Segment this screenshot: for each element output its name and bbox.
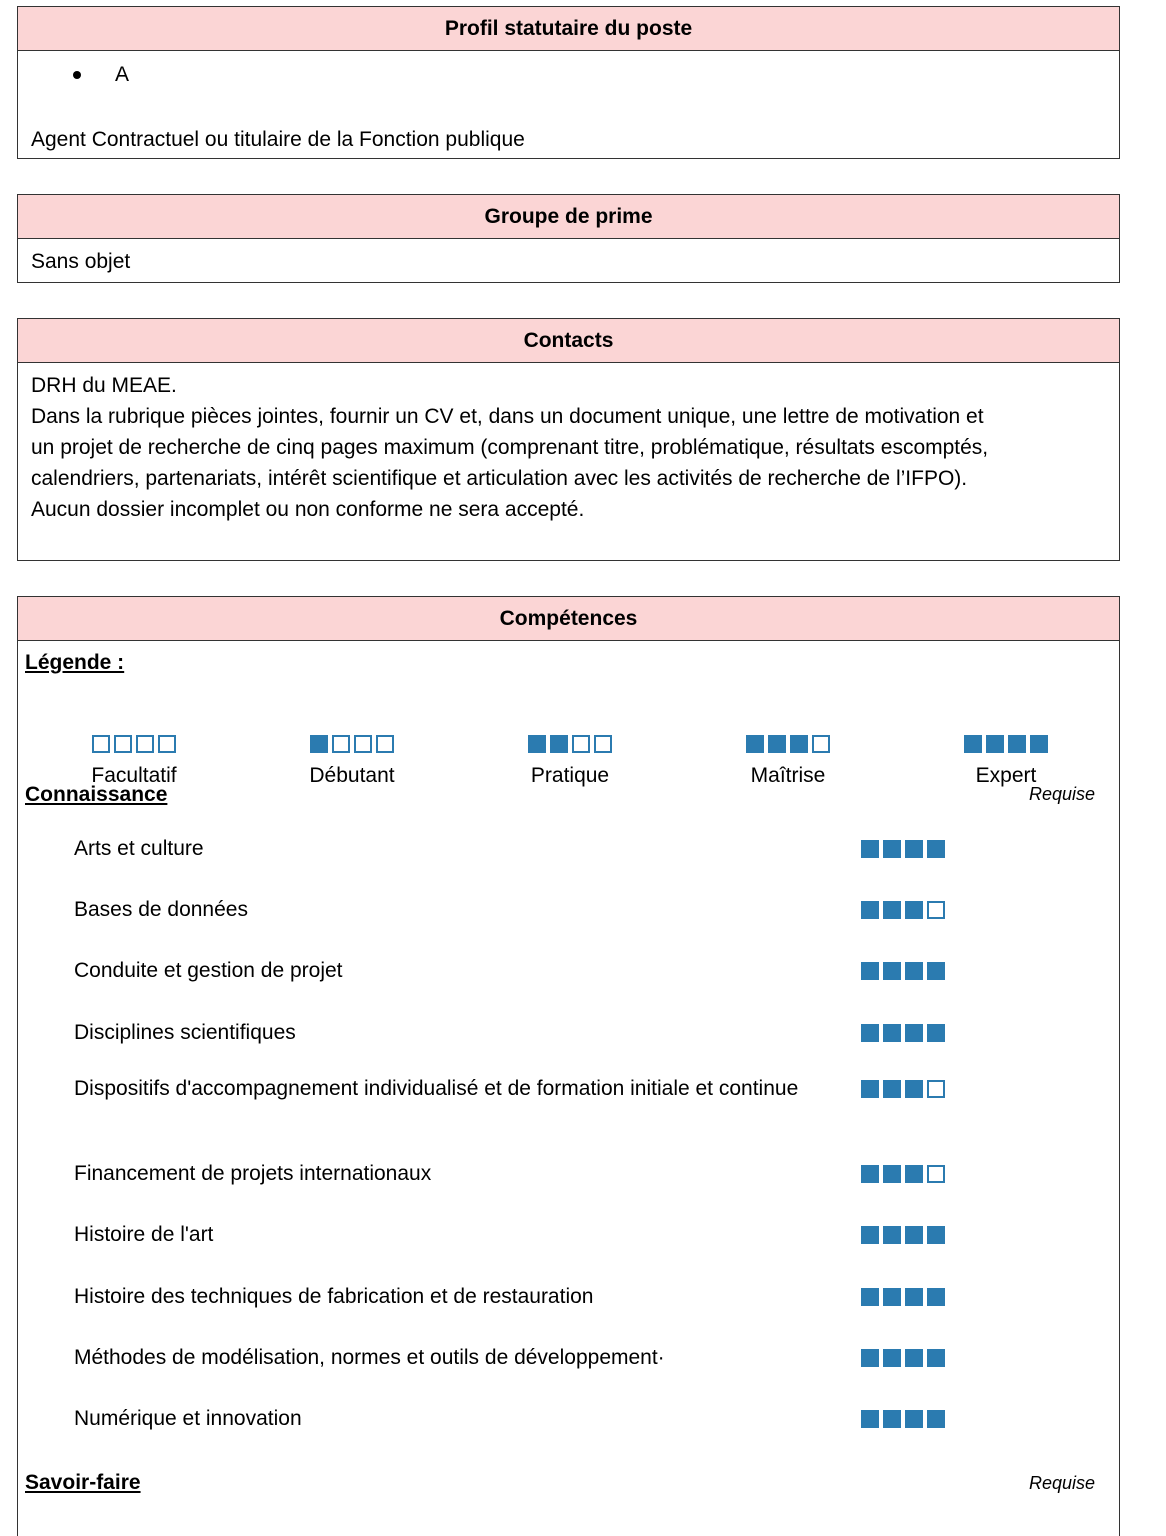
empty-square-icon — [927, 1165, 945, 1183]
filled-square-icon — [861, 1410, 879, 1428]
level-squares — [746, 735, 830, 753]
filled-square-icon — [905, 1410, 923, 1428]
empty-square-icon — [136, 735, 154, 753]
contacts-line: DRH du MEAE. — [31, 374, 177, 397]
filled-square-icon — [790, 735, 808, 753]
legend-item — [480, 735, 660, 788]
level-squares — [861, 1288, 945, 1306]
skill-label: Conduite et gestion de projet — [74, 959, 343, 982]
skill-row — [74, 955, 1074, 986]
prime-title: Groupe de prime — [18, 195, 1119, 239]
skill-row — [74, 1281, 1074, 1312]
filled-square-icon — [905, 840, 923, 858]
filled-square-icon — [746, 735, 764, 753]
empty-square-icon — [114, 735, 132, 753]
legend-item — [44, 735, 224, 788]
connaissance-title: Connaissance — [25, 783, 168, 806]
empty-square-icon — [354, 735, 372, 753]
legend-label: Maîtrise — [750, 764, 826, 787]
filled-square-icon — [883, 901, 901, 919]
filled-square-icon — [883, 1080, 901, 1098]
legend-item — [916, 735, 1096, 788]
level-squares — [861, 901, 945, 919]
skill-row — [74, 833, 1074, 864]
legend-label: Facultatif — [91, 764, 177, 787]
legend — [18, 735, 1119, 795]
filled-square-icon — [905, 962, 923, 980]
filled-square-icon — [905, 1288, 923, 1306]
level-squares — [861, 840, 945, 858]
skill-row — [74, 1158, 1074, 1189]
level-squares — [964, 735, 1048, 753]
empty-square-icon — [572, 735, 590, 753]
contacts-title: Contacts — [18, 319, 1119, 363]
filled-square-icon — [861, 1080, 879, 1098]
legend-item — [698, 735, 878, 788]
skill-label: Disciplines scientifiques — [74, 1021, 296, 1044]
filled-square-icon — [861, 1226, 879, 1244]
empty-square-icon — [927, 1080, 945, 1098]
empty-square-icon — [812, 735, 830, 753]
filled-square-icon — [927, 962, 945, 980]
empty-square-icon — [376, 735, 394, 753]
skill-row — [74, 1342, 1074, 1373]
level-squares — [861, 1410, 945, 1428]
filled-square-icon — [883, 1349, 901, 1367]
filled-square-icon — [986, 735, 1004, 753]
skill-label: Arts et culture — [74, 837, 204, 860]
skill-label: Dispositifs d'accompagnement individualisé et de formation initiale et continue — [74, 1077, 799, 1100]
prime-section — [17, 194, 1120, 283]
skill-label: Numérique et innovation — [74, 1407, 302, 1430]
filled-square-icon — [768, 735, 786, 753]
skill-label: Bases de données — [74, 898, 248, 921]
contacts-line: un projet de recherche de cinq pages maximum (comprenant titre, problématique, résultats escomptés, — [31, 436, 989, 459]
legend-item — [262, 735, 442, 788]
competences-title: Compétences — [18, 597, 1119, 641]
level-squares — [92, 735, 176, 753]
empty-square-icon — [92, 735, 110, 753]
filled-square-icon — [927, 1349, 945, 1367]
filled-square-icon — [861, 1165, 879, 1183]
profil-section — [17, 6, 1120, 159]
filled-square-icon — [883, 1288, 901, 1306]
filled-square-icon — [905, 1165, 923, 1183]
level-squares — [861, 962, 945, 980]
filled-square-icon — [883, 840, 901, 858]
filled-square-icon — [883, 1024, 901, 1042]
skill-row — [74, 1219, 1074, 1250]
level-squares — [861, 1024, 945, 1042]
empty-square-icon — [158, 735, 176, 753]
contacts-line: Dans la rubrique pièces jointes, fournir un CV et, dans un document unique, une lettre de motivation et — [31, 405, 984, 428]
filled-square-icon — [310, 735, 328, 753]
filled-square-icon — [861, 962, 879, 980]
level-squares — [861, 1226, 945, 1244]
filled-square-icon — [861, 1349, 879, 1367]
legend-label: Expert — [975, 764, 1037, 787]
bullet-icon — [73, 71, 81, 79]
empty-square-icon — [332, 735, 350, 753]
filled-square-icon — [905, 1349, 923, 1367]
filled-square-icon — [1008, 735, 1026, 753]
filled-square-icon — [861, 840, 879, 858]
legend-label: Débutant — [309, 764, 395, 787]
contacts-line: Aucun dossier incomplet ou non conforme ne sera accepté. — [31, 498, 585, 521]
bullet-text: A — [115, 63, 130, 86]
skill-row — [74, 894, 1074, 925]
filled-square-icon — [883, 1165, 901, 1183]
requise-label: Requise — [1028, 784, 1095, 804]
bullet-item — [31, 59, 1106, 90]
skill-label: Financement de projets internationaux — [74, 1162, 432, 1185]
skill-row — [74, 1073, 1074, 1104]
filled-square-icon — [927, 1410, 945, 1428]
level-squares — [861, 1080, 945, 1098]
empty-square-icon — [927, 901, 945, 919]
filled-square-icon — [1030, 735, 1048, 753]
filled-square-icon — [861, 1024, 879, 1042]
profil-text: Agent Contractuel ou titulaire de la Fonction publique — [31, 128, 525, 151]
profil-title: Profil statutaire du poste — [18, 7, 1119, 51]
skill-label: Méthodes de modélisation, normes et outils de développement· — [74, 1346, 665, 1369]
level-squares — [310, 735, 394, 753]
filled-square-icon — [927, 1288, 945, 1306]
level-squares — [861, 1349, 945, 1367]
contacts-section — [17, 318, 1120, 561]
filled-square-icon — [905, 1024, 923, 1042]
filled-square-icon — [927, 840, 945, 858]
legend-label: Pratique — [530, 764, 610, 787]
filled-square-icon — [861, 901, 879, 919]
contacts-line: calendriers, partenariats, intérêt scientifique et articulation avec les activités de recherche de l’IFPO). — [31, 467, 968, 490]
filled-square-icon — [883, 962, 901, 980]
level-squares — [528, 735, 612, 753]
filled-square-icon — [905, 901, 923, 919]
filled-square-icon — [927, 1226, 945, 1244]
filled-square-icon — [861, 1288, 879, 1306]
filled-square-icon — [905, 1226, 923, 1244]
prime-text: Sans objet — [31, 250, 131, 273]
skill-row — [74, 1017, 1074, 1048]
filled-square-icon — [883, 1226, 901, 1244]
skill-label: Histoire des techniques de fabrication et de restauration — [74, 1285, 594, 1308]
filled-square-icon — [905, 1080, 923, 1098]
skill-row — [74, 1403, 1074, 1434]
savoir-faire-requise-label: Requise — [1028, 1473, 1095, 1493]
legend-title: Légende : — [25, 651, 125, 674]
filled-square-icon — [528, 735, 546, 753]
filled-square-icon — [927, 1024, 945, 1042]
level-squares — [861, 1165, 945, 1183]
filled-square-icon — [883, 1410, 901, 1428]
savoir-faire-title: Savoir-faire — [25, 1471, 141, 1494]
filled-square-icon — [964, 735, 982, 753]
filled-square-icon — [550, 735, 568, 753]
skill-label: Histoire de l'art — [74, 1223, 214, 1246]
empty-square-icon — [594, 735, 612, 753]
competences-section — [17, 596, 1120, 1536]
